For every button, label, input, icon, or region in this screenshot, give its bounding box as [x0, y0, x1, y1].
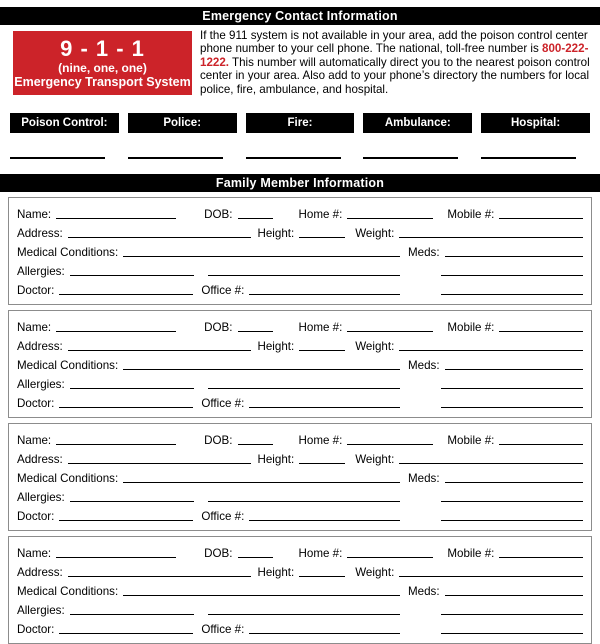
meds-label: Meds:: [408, 472, 440, 486]
dob-write-line[interactable]: [238, 441, 273, 445]
allergies-row: [17, 260, 583, 279]
nine-one-one-box: [13, 31, 192, 95]
mobile-phone-write-line[interactable]: [499, 215, 583, 219]
height-write-line[interactable]: [299, 573, 345, 577]
meds-label: Meds:: [408, 359, 440, 373]
office-phone-write-line[interactable]: [249, 630, 400, 634]
home-phone-write-line[interactable]: [347, 328, 433, 332]
address-label: Address:: [17, 340, 63, 354]
doctor-row: [17, 279, 583, 298]
name-label: Name:: [17, 321, 52, 335]
meds-continuation-line[interactable]: [441, 385, 583, 389]
weight-label: Weight:: [355, 453, 395, 467]
address-write-line[interactable]: [68, 573, 252, 577]
weight-label: Weight:: [355, 227, 395, 241]
allergies-label: Allergies:: [17, 265, 65, 279]
medical-conditions-write-line[interactable]: [123, 592, 400, 596]
medical-conditions-label: Medical Conditions:: [17, 246, 119, 260]
home-phone-write-line[interactable]: [347, 554, 433, 558]
family-member-block: [8, 197, 592, 305]
office-phone-write-line[interactable]: [249, 291, 400, 295]
doctor-label: Doctor:: [17, 397, 55, 411]
address-row: [17, 222, 583, 241]
meds-write-line[interactable]: [445, 253, 583, 257]
name-row: [17, 542, 583, 561]
meds-label: Meds:: [408, 585, 440, 599]
meds-continuation-line-2[interactable]: [441, 291, 583, 295]
meds-write-line[interactable]: [445, 366, 583, 370]
police-write-line[interactable]: [128, 157, 223, 159]
ambulance-write-line[interactable]: [363, 157, 458, 159]
weight-write-line[interactable]: [399, 347, 583, 351]
dob-label: DOB:: [204, 208, 233, 222]
meds-label: Meds:: [408, 246, 440, 260]
dob-label: DOB:: [204, 547, 233, 561]
allergies-row: [17, 486, 583, 505]
address-write-line[interactable]: [68, 234, 252, 238]
allergies-write-line[interactable]: [70, 385, 194, 389]
doctor-write-line[interactable]: [59, 630, 193, 634]
name-row: [17, 203, 583, 222]
doctor-row: [17, 618, 583, 637]
mobile-phone-label: Mobile #:: [447, 547, 495, 561]
office-phone-label: Office #:: [201, 397, 245, 411]
dob-write-line[interactable]: [238, 215, 273, 219]
contact-label-ambulance: Ambulance:: [363, 113, 472, 133]
911-number: 9 - 1 - 1: [60, 35, 145, 61]
doctor-write-line[interactable]: [59, 404, 193, 408]
hospital-write-line[interactable]: [481, 157, 576, 159]
dob-label: DOB:: [204, 434, 233, 448]
name-row: [17, 429, 583, 448]
mobile-phone-write-line[interactable]: [499, 441, 583, 445]
mobile-phone-label: Mobile #:: [447, 321, 495, 335]
doctor-label: Doctor:: [17, 623, 55, 637]
office-phone-write-line[interactable]: [249, 517, 400, 521]
name-write-line[interactable]: [56, 554, 176, 558]
family-blocks: [0, 197, 600, 644]
poison-control-info-text: [192, 29, 590, 96]
911-system-label: Emergency Transport System: [14, 74, 191, 89]
address-label: Address:: [17, 566, 63, 580]
home-phone-write-line[interactable]: [347, 215, 433, 219]
height-label: Height:: [257, 340, 295, 354]
name-label: Name:: [17, 547, 52, 561]
address-row: [17, 561, 583, 580]
meds-continuation-line-2[interactable]: [441, 517, 583, 521]
name-write-line[interactable]: [56, 215, 176, 219]
meds-continuation-line-2[interactable]: [441, 630, 583, 634]
allergies-continuation-line[interactable]: [208, 611, 400, 615]
mobile-phone-label: Mobile #:: [447, 208, 495, 222]
allergies-write-line[interactable]: [70, 611, 194, 615]
meds-continuation-line[interactable]: [441, 272, 583, 276]
medical-conditions-write-line[interactable]: [123, 479, 400, 483]
weight-write-line[interactable]: [399, 234, 583, 238]
address-write-line[interactable]: [68, 460, 252, 464]
address-write-line[interactable]: [68, 347, 252, 351]
info-text-before: If the 911 system is not available in your area, add the poison control center phone number to your cell phone. The national, toll-free number is: [200, 29, 588, 56]
fire-write-line[interactable]: [246, 157, 341, 159]
allergies-write-line[interactable]: [70, 272, 194, 276]
name-label: Name:: [17, 434, 52, 448]
medical-conditions-write-line[interactable]: [123, 366, 400, 370]
weight-label: Weight:: [355, 340, 395, 354]
name-write-line[interactable]: [56, 328, 176, 332]
height-label: Height:: [257, 227, 295, 241]
family-header-title: Family Member Information: [215, 176, 385, 191]
weight-write-line[interactable]: [399, 573, 583, 577]
height-write-line[interactable]: [299, 347, 345, 351]
office-phone-label: Office #:: [201, 284, 245, 298]
family-member-block: [8, 310, 592, 418]
allergies-label: Allergies:: [17, 491, 65, 505]
meds-continuation-line-2[interactable]: [441, 404, 583, 408]
dob-label: DOB:: [204, 321, 233, 335]
office-phone-write-line[interactable]: [249, 404, 400, 408]
dob-write-line[interactable]: [238, 554, 273, 558]
height-label: Height:: [257, 566, 295, 580]
home-phone-label: Home #:: [298, 208, 343, 222]
allergies-continuation-line[interactable]: [208, 385, 400, 389]
weight-write-line[interactable]: [399, 460, 583, 464]
medical-conditions-label: Medical Conditions:: [17, 585, 119, 599]
meds-write-line[interactable]: [445, 592, 583, 596]
address-row: [17, 335, 583, 354]
section-header-family: [0, 174, 600, 192]
medical-conditions-write-line[interactable]: [123, 253, 400, 257]
office-phone-label: Office #:: [201, 623, 245, 637]
family-member-block: [8, 423, 592, 531]
doctor-label: Doctor:: [17, 510, 55, 524]
mobile-phone-write-line[interactable]: [499, 554, 583, 558]
meds-continuation-line[interactable]: [441, 498, 583, 502]
allergies-label: Allergies:: [17, 604, 65, 618]
doctor-row: [17, 392, 583, 411]
mobile-phone-write-line[interactable]: [499, 328, 583, 332]
home-phone-write-line[interactable]: [347, 441, 433, 445]
address-label: Address:: [17, 227, 63, 241]
medical-conditions-label: Medical Conditions:: [17, 359, 119, 373]
medical-conditions-row: [17, 354, 583, 373]
name-row: [17, 316, 583, 335]
home-phone-label: Home #:: [298, 434, 343, 448]
family-member-block: [8, 536, 592, 644]
medical-conditions-label: Medical Conditions:: [17, 472, 119, 486]
allergies-write-line[interactable]: [70, 498, 194, 502]
office-phone-label: Office #:: [201, 510, 245, 524]
allergies-label: Allergies:: [17, 378, 65, 392]
medical-conditions-row: [17, 241, 583, 260]
address-row: [17, 448, 583, 467]
section-header-emergency: [0, 7, 600, 25]
poison-control-phone-number: 800-222-1222.: [200, 42, 589, 69]
allergies-continuation-line[interactable]: [208, 498, 400, 502]
home-phone-label: Home #:: [298, 321, 343, 335]
doctor-write-line[interactable]: [59, 517, 193, 521]
intro-section: [13, 31, 590, 96]
meds-write-line[interactable]: [445, 479, 583, 483]
contact-label-poison-control: Poison Control:: [10, 113, 119, 133]
dob-write-line[interactable]: [238, 328, 273, 332]
home-phone-label: Home #:: [298, 547, 343, 561]
doctor-label: Doctor:: [17, 284, 55, 298]
contact-labels-row: [10, 113, 590, 133]
address-label: Address:: [17, 453, 63, 467]
info-text-after: This number will automatically direct you to the nearest poison control center in your area. Also add to your phone’s directory the numbers for local police, fire, ambulance, and hospital.: [200, 55, 590, 96]
height-label: Height:: [257, 453, 295, 467]
contact-label-fire: Fire:: [246, 113, 355, 133]
allergies-row: [17, 599, 583, 618]
name-label: Name:: [17, 208, 52, 222]
height-write-line[interactable]: [299, 234, 345, 238]
mobile-phone-label: Mobile #:: [447, 434, 495, 448]
contact-label-hospital: Hospital:: [481, 113, 590, 133]
weight-label: Weight:: [355, 566, 395, 580]
contact-blank-lines-row: [10, 157, 590, 159]
medical-conditions-row: [17, 580, 583, 599]
name-write-line[interactable]: [56, 441, 176, 445]
doctor-row: [17, 505, 583, 524]
meds-continuation-line[interactable]: [441, 611, 583, 615]
allergies-row: [17, 373, 583, 392]
medical-conditions-row: [17, 467, 583, 486]
contact-label-police: Police:: [128, 113, 237, 133]
allergies-continuation-line[interactable]: [208, 272, 400, 276]
emergency-header-title: Emergency Contact Information: [202, 9, 398, 23]
doctor-write-line[interactable]: [59, 291, 193, 295]
911-words: (nine, one, one): [58, 60, 147, 75]
poison-control-write-line[interactable]: [10, 157, 105, 159]
height-write-line[interactable]: [299, 460, 345, 464]
